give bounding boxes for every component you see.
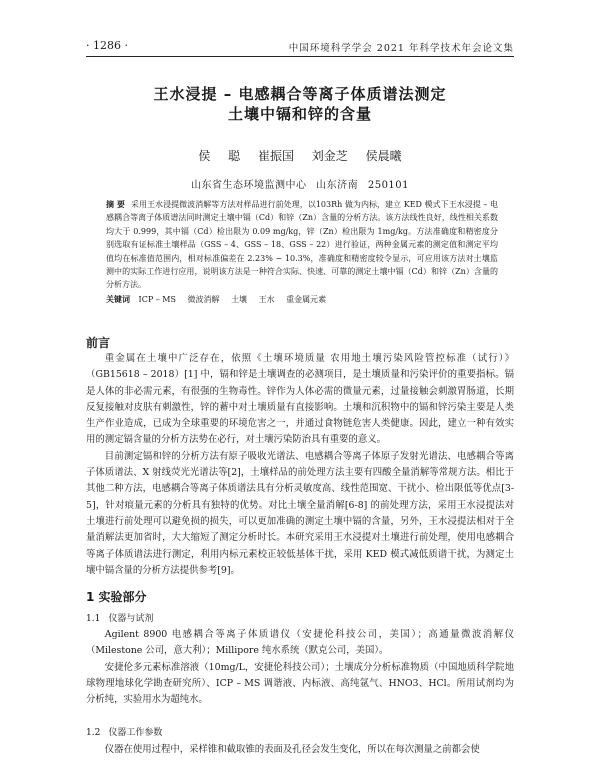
paragraph: 重金属在土壤中广泛存在，依照《土壤环境质量 农用地土壤污染风险管控标准（试行）》（GB15618 – 2018）[1] 中，镉和锌是土壤调查的必测项目，是土壤质量和污染评价的重要指标。镉是人体的非必需元素，有很强的生物毒性。锌作为人体必需的微量元素，过量接触会刺激胃肠道，长期反复接触对皮肤有刺激性，锌的蓄中对土壤质量有直接影响。土壤和沉积物中的镉和锌污染主要是人类生产作业造成，已成为全球重要的环境危害之一，并通过食物链危害人类健康。因此，建立一种有效实用的测定镉含量的分析方法势在必行，对土壤污染防治具有重要的意义。 (86, 353, 514, 446)
abstract-label: 摘 要 (106, 200, 125, 209)
page-number: · 1286 · (86, 39, 128, 52)
paragraph: 仪器在使用过程中，采样锥和截取锥的表面及孔径会发生变化，所以在每次测量之前都会使 (104, 744, 480, 755)
abstract (106, 198, 498, 292)
instruments-body (86, 627, 514, 708)
keyword: 重金属元素 (286, 295, 327, 304)
keyword: 王水 (258, 295, 275, 304)
journal-title: 中国环境科学学会 2021 年科学技术年会论文集 (288, 43, 514, 54)
subsection-number: 1.1 (86, 614, 101, 624)
section-heading-experiment: 1 实验部分 (86, 590, 147, 604)
subsection-title: 仪器与试剂 (108, 614, 154, 624)
params-body (86, 742, 514, 758)
affiliation: 山东省生态环境监测中心 山东济南 250101 (190, 180, 410, 191)
paper-title-line-2: 土壤中镉和锌的含量 (227, 105, 372, 123)
paper-title-line-1: 王水浸提 – 电感耦合等离子体质谱法测定 (153, 85, 447, 103)
section-heading-preface: 前言 (86, 336, 111, 350)
paragraph: Agilent 8900 电感耦合等离子体质谱仪（安捷伦科技公司，美国）；高通量微波消解仪（Milestone 公司，意大利）；Millipore 纯水系统（默克公司，美国）。 (86, 629, 514, 657)
keywords-label: 关键词 (106, 295, 130, 304)
paragraph: 目前测定镉和锌的分析方法有原子吸收光谱法、电感耦合等离子体原子发射光谱法、电感耦合等离子体质谱法、X 射线荧光光谱法等[2]，土壤样品的前处理方法主要有四酸全量消解等常规方法。相比于其他二种方法，电感耦合等离子体质谱法具有分析灵敏度高、线性范围宽、干扰小、检出限低等优点[3-5]，针对痕量元素的分析具有独特的优势。对比土壤全量消解[6-8] 的前处理方法，采用王水浸提法对土壤进行前处理可以避免损的损失，可以更加准确的测定土壤中镉的含量，另外，王水浸提法相对于全量消解法更加省时，大大缩短了测定分析时长。本研究采用王水浸提对土壤进行前处理，使用电感耦合等离子体质谱法进行测定，利用内标元素校正较低基体干扰，采用 KED 模式减低质谱干扰，为测定土壤中镉含量的分析方法提供参考[9]。 (86, 450, 514, 576)
preface-body (86, 351, 514, 579)
abstract-text: 采用王水浸提微波消解等方法对样品进行前处理，以103Rh 做为内标，建立 KED 模式下王水浸提 – 电感耦合等离子体质谱法同时测定土壤中镉（Cd）和锌（Zn）含量的分析方法。该方法线性良好，线性相关系数均大于 0.999，其中镉（Cd）检出限为 0.09 mg/kg，锌（Zn）检出限为 1mg/kg。方法准确度和精密度分别选取有证标准土壤样品（GSS – 4、GSS – 18、GSS – 22）进行验证，两种金属元素的测定值和测定平均值均在标准值范围内，相对标准偏差在 2.23% ~ 10.3%，准确度和精密度较令显示，可应用该方法对土壤监测中的实际工作进行应用，说明该方法是一种符合实际、快速、可靠的测定土壤中镉（Cd）和锌（Zn）含量的分析方法。 (106, 200, 498, 290)
keywords (106, 293, 498, 306)
running-header (86, 38, 514, 57)
subsection-number: 1.2 (86, 728, 101, 738)
keyword: 土壤 (231, 295, 248, 304)
authors: 侯 聪 崔振国 刘金芝 侯晨曦 (198, 149, 402, 163)
paragraph: 安捷伦多元素标准溶液（10mg/L，安捷伦科技公司）；土壤成分分析标准物质（中国地质科学院地球物理地球化学勘查研究所）、ICP – MS 调谐液、内标液、高纯氩气、HNO3、HCl。所用试剂均为分析纯，实验用水为超纯水。 (86, 661, 514, 706)
keyword: ICP – MS (138, 295, 176, 304)
keyword: 微波消解 (187, 295, 220, 304)
subsection-heading-1-2 (86, 725, 162, 738)
subsection-title: 仪器工作参数 (108, 728, 163, 738)
subsection-heading-1-1 (86, 611, 153, 624)
